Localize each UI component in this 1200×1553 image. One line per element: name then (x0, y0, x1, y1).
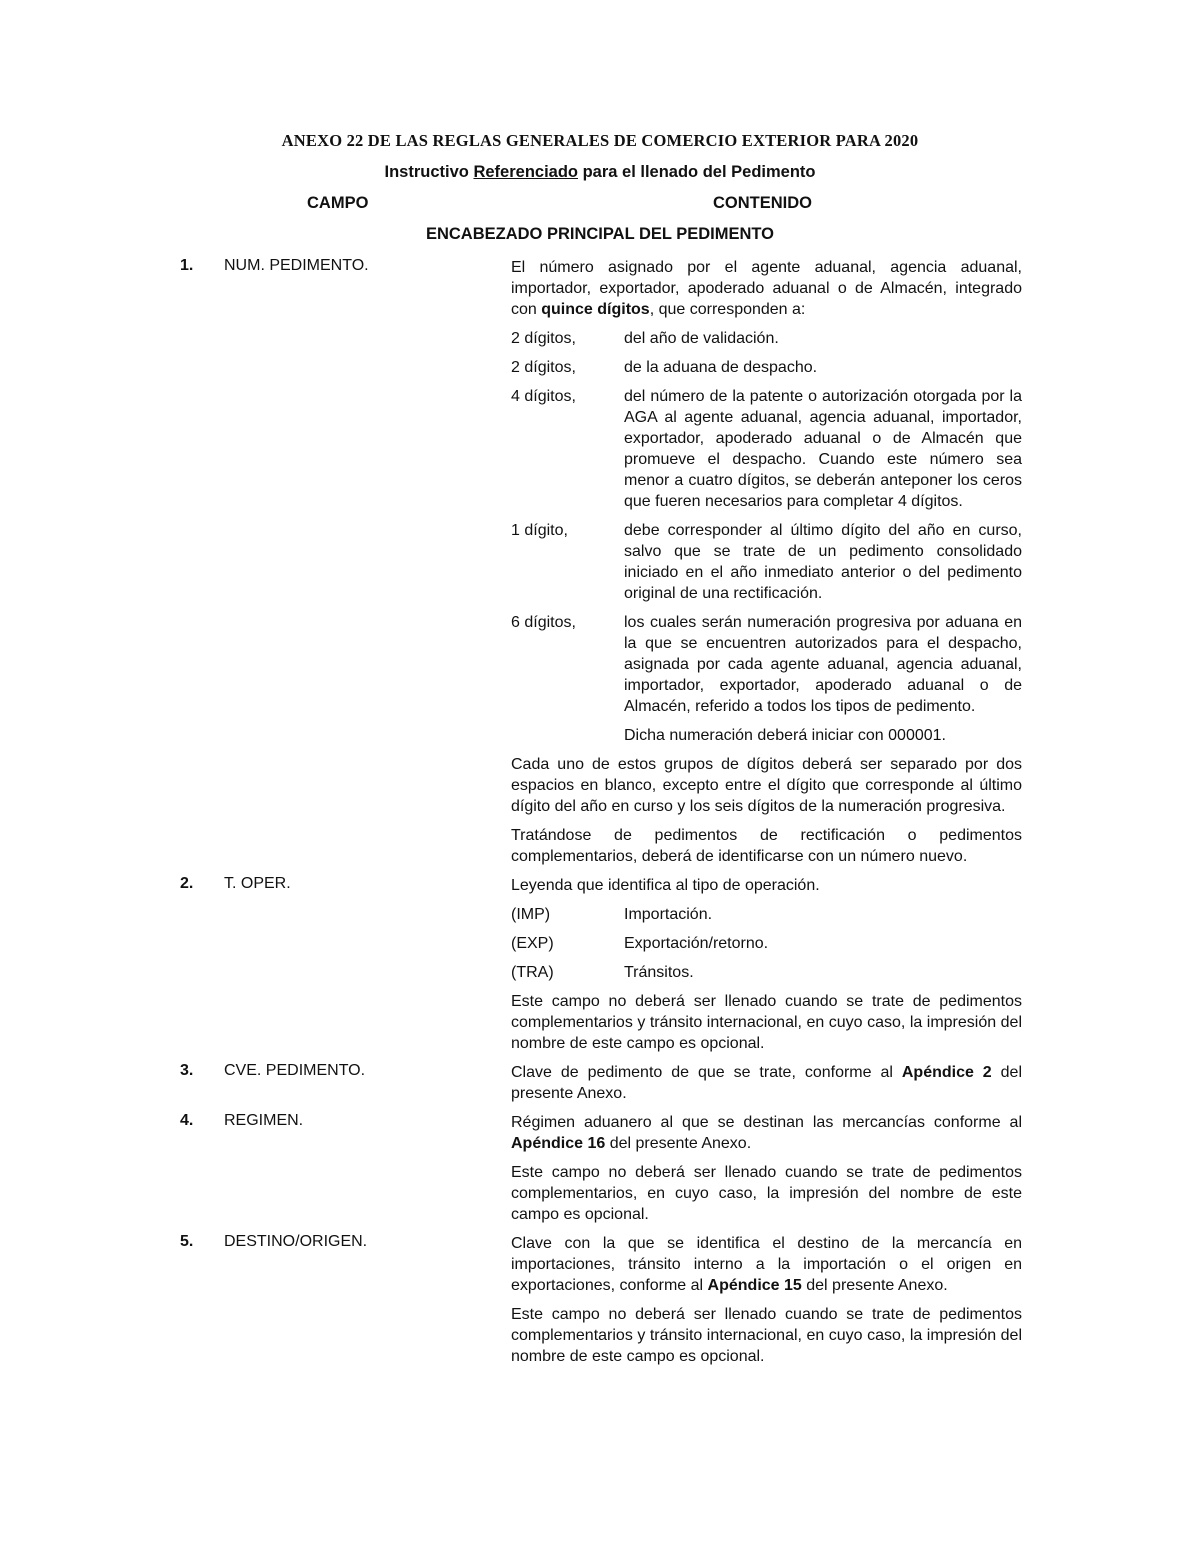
intro-bold: Apéndice 15 (707, 1277, 802, 1294)
item-number: 3. (180, 1062, 194, 1079)
subtitle-post: para el llenado del Pedimento (578, 163, 816, 181)
document-subtitle (0, 163, 1200, 182)
digit-count: 1 dígito, (511, 522, 568, 539)
digit-count: 2 dígitos, (511, 330, 576, 347)
intro-text-end: del presente Anexo. (511, 1064, 1023, 1102)
digit-part (511, 328, 1022, 349)
item-content (511, 1112, 1022, 1225)
field-item-num-pedimento (180, 257, 1025, 867)
item-intro (511, 257, 1022, 320)
digit-description: del número de la patente o autorización otorgada por la AGA al agente aduanal, agencia aduanal, importador, exportador, apoderado aduanal o de Almacén que promueve el despacho. Cuando este número sea menor a cuatro dígitos, se deberán anteponer los ceros que fueren necesarios para completar 4 dígitos. (624, 388, 1022, 510)
item-paragraph: Este campo no deberá ser llenado cuando se trate de pedimentos complementarios, en cuyo caso, la impresión del nombre de este campo es opcional. (511, 1164, 1022, 1223)
item-paragraph: Tratándose de pedimentos de rectificación o pedimentos complementarios, deberá de identificarse con un número nuevo. (511, 827, 1022, 865)
digit-part (511, 386, 1022, 512)
digit-description: del año de validación. (624, 330, 779, 347)
field-item-cve-pedimento (180, 1062, 1025, 1104)
operation-type (511, 962, 1022, 983)
intro-text: El número asignado por el agente aduanal, agencia aduanal, importador, exportador, apoderado aduanal o de Almacén, integrado con (511, 259, 1022, 318)
item-paragraph: Este campo no deberá ser llenado cuando se trate de pedimentos complementarios y tránsito internacional, en cuyo caso, la impresión del nombre de este campo es opcional. (511, 993, 1022, 1052)
intro-bold: Apéndice 16 (511, 1135, 606, 1152)
column-header-campo: CAMPO (307, 194, 369, 212)
digit-part (511, 520, 1022, 604)
item-paragraph: Este campo no deberá ser llenado cuando se trate de pedimentos complementarios y tránsito internacional, en cuyo caso, la impresión del nombre de este campo es opcional. (511, 1306, 1022, 1365)
field-item-destino-origen (180, 1233, 1025, 1367)
item-intro (511, 1233, 1022, 1296)
item-field-name: CVE. PEDIMENTO. (224, 1062, 366, 1079)
operation-type (511, 933, 1022, 954)
item-content (511, 1062, 1022, 1104)
intro-text-end: del presente Anexo. (605, 1135, 752, 1152)
intro-bold: Apéndice 2 (901, 1064, 992, 1081)
digit-description: los cuales serán numeración progresiva por aduana en la que se encuentren autorizados para el despacho, asignada por cada agente aduanal, agencia aduanal, importador, exportador, apoderado aduanal o de Almacén, referido a todos los tipos de pedimento. (624, 614, 1022, 715)
intro-text-end: del presente Anexo. (801, 1277, 948, 1294)
operation-code: (EXP) (511, 935, 554, 952)
item-number: 5. (180, 1233, 194, 1250)
operation-description: Importación. (624, 906, 713, 923)
operation-code: (IMP) (511, 906, 551, 923)
intro-text: Clave de pedimento de que se trate, conforme al (511, 1064, 902, 1081)
item-number: 2. (180, 875, 194, 892)
operation-type (511, 904, 1022, 925)
intro-text: Clave con la que se identifica el destino de la mercancía en importaciones, tránsito interno a la importación o el origen en exportaciones, conforme al (511, 1235, 1022, 1294)
section-title: ENCABEZADO PRINCIPAL DEL PEDIMENTO (425, 225, 775, 243)
document-title: ANEXO 22 DE LAS REGLAS GENERALES DE COMERCIO EXTERIOR PARA 2020 (281, 131, 919, 150)
digit-part (511, 612, 1022, 746)
item-field-name: REGIMEN. (224, 1112, 304, 1129)
item-number: 4. (180, 1112, 194, 1129)
column-header-contenido: CONTENIDO (713, 194, 812, 212)
field-item-t-oper (180, 875, 1025, 1054)
item-field-name: NUM. PEDIMENTO. (224, 257, 369, 274)
item-content (511, 875, 1022, 1054)
intro-text: Régimen aduanero al que se destinan las mercancías conforme al (511, 1114, 1022, 1131)
item-intro (511, 1112, 1022, 1154)
intro-text-end: , que corresponden a: (649, 301, 806, 318)
digit-count: 2 dígitos, (511, 359, 576, 376)
item-content (511, 257, 1022, 867)
item-field-name: T. OPER. (224, 875, 291, 892)
digit-description: de la aduana de despacho. (624, 359, 818, 376)
digit-part (511, 357, 1022, 378)
item-number: 1. (180, 257, 194, 274)
item-field-name: DESTINO/ORIGEN. (224, 1233, 368, 1250)
intro-bold: quince dígitos (541, 301, 650, 318)
item-intro: Leyenda que identifica al tipo de operación. (511, 877, 820, 894)
item-intro (511, 1062, 1022, 1104)
digit-count: 4 dígitos, (511, 388, 576, 405)
field-item-regimen (180, 1112, 1025, 1225)
operation-description: Exportación/retorno. (624, 935, 769, 952)
operation-code: (TRA) (511, 964, 554, 981)
digit-count: 6 dígitos, (511, 614, 576, 631)
operation-description: Tránsitos. (624, 964, 694, 981)
item-content (511, 1233, 1022, 1367)
subtitle-underlined: Referenciado (473, 163, 578, 181)
subtitle-pre: Instructivo (384, 163, 474, 181)
field-list (180, 257, 1025, 1375)
digit-description: debe corresponder al último dígito del año en curso, salvo que se trate de un pedimento consolidado iniciado en el año inmediato anterior o del pedimento original de una rectificación. (624, 522, 1022, 602)
digit-description-note: Dicha numeración deberá iniciar con 000001. (624, 727, 946, 744)
item-paragraph: Cada uno de estos grupos de dígitos deberá ser separado por dos espacios en blanco, excepto entre el dígito que corresponde al último dígito del año en curso y los seis dígitos de la numeración progresiva. (511, 756, 1022, 815)
